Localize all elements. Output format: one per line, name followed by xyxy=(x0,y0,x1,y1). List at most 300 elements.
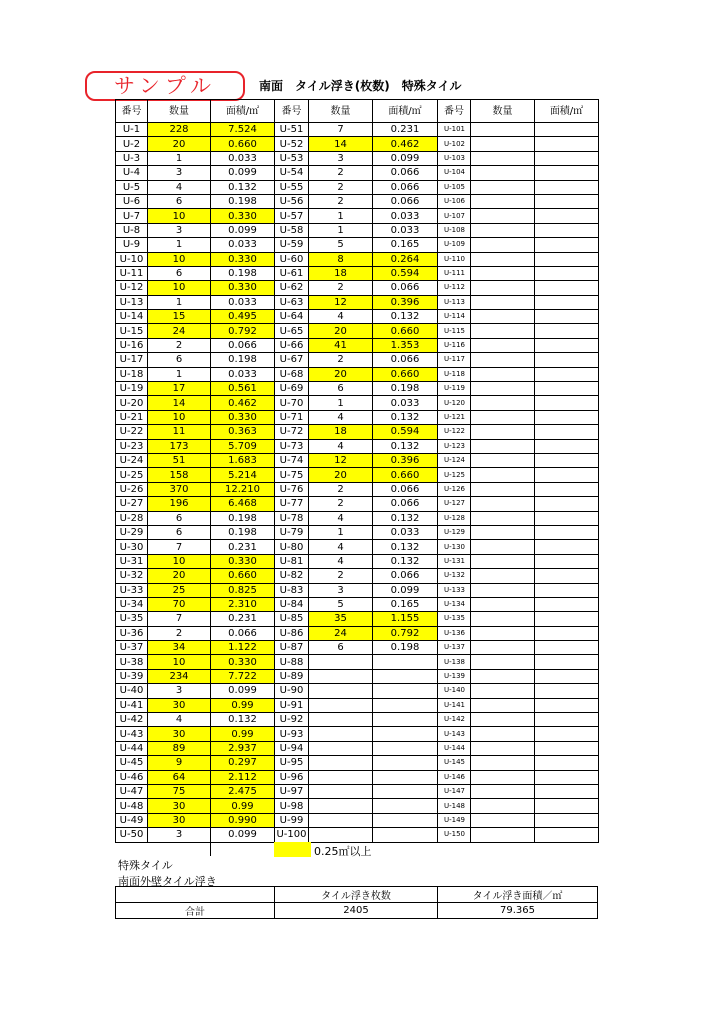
header-count-2: 数量 xyxy=(309,100,373,123)
row-area: 0.990 xyxy=(211,813,275,827)
row-area: 0.561 xyxy=(211,382,275,396)
row-area xyxy=(373,784,438,798)
row-id: U-131 xyxy=(438,554,471,568)
table-row xyxy=(116,511,599,525)
row-count: 4 xyxy=(309,540,373,554)
row-count: 41 xyxy=(309,338,373,352)
row-id: U-16 xyxy=(116,338,148,352)
row-id: U-107 xyxy=(438,209,471,223)
table-row xyxy=(116,813,599,827)
row-id: U-111 xyxy=(438,266,471,280)
row-count: 1 xyxy=(309,209,373,223)
row-count xyxy=(471,525,535,539)
row-count: 1 xyxy=(309,396,373,410)
header-area-1: 面積/㎡ xyxy=(211,100,275,123)
row-count: 1 xyxy=(148,295,211,309)
row-area xyxy=(535,281,599,295)
row-count: 24 xyxy=(148,324,211,338)
row-area: 0.198 xyxy=(211,266,275,280)
row-area xyxy=(535,741,599,755)
row-count xyxy=(309,828,373,842)
row-id: U-18 xyxy=(116,367,148,381)
row-area: 2.475 xyxy=(211,784,275,798)
table-row xyxy=(116,223,599,237)
row-id: U-44 xyxy=(116,741,148,755)
row-id: U-88 xyxy=(275,655,309,669)
row-count xyxy=(471,511,535,525)
row-id: U-91 xyxy=(275,698,309,712)
row-count: 6 xyxy=(309,641,373,655)
table-row xyxy=(116,238,599,252)
row-count: 20 xyxy=(309,468,373,482)
row-id: U-143 xyxy=(438,727,471,741)
table-row xyxy=(116,669,599,683)
table-row xyxy=(116,453,599,467)
summary-count-header: タイル浮き枚数 xyxy=(275,887,438,903)
row-id: U-78 xyxy=(275,511,309,525)
row-id: U-146 xyxy=(438,770,471,784)
row-count xyxy=(471,813,535,827)
row-count xyxy=(471,554,535,568)
row-area: 0.99 xyxy=(211,727,275,741)
row-count: 20 xyxy=(148,137,211,151)
table-row xyxy=(116,295,599,309)
row-id: U-17 xyxy=(116,353,148,367)
row-id: U-15 xyxy=(116,324,148,338)
row-id: U-120 xyxy=(438,396,471,410)
row-id: U-23 xyxy=(116,439,148,453)
row-count: 1 xyxy=(148,238,211,252)
row-area: 0.198 xyxy=(211,353,275,367)
row-area xyxy=(535,453,599,467)
row-count: 34 xyxy=(148,641,211,655)
row-area: 0.132 xyxy=(373,310,438,324)
table-row xyxy=(116,166,599,180)
row-id: U-74 xyxy=(275,453,309,467)
row-id: U-105 xyxy=(438,180,471,194)
row-count xyxy=(471,770,535,784)
row-area xyxy=(535,784,599,798)
row-area: 7.524 xyxy=(211,123,275,137)
row-id: U-59 xyxy=(275,238,309,252)
row-count xyxy=(471,252,535,266)
row-area: 0.033 xyxy=(373,209,438,223)
row-count xyxy=(471,353,535,367)
row-id: U-127 xyxy=(438,497,471,511)
row-area xyxy=(535,713,599,727)
row-area xyxy=(535,612,599,626)
row-count xyxy=(471,223,535,237)
row-area: 0.033 xyxy=(211,367,275,381)
row-id: U-136 xyxy=(438,626,471,640)
row-area xyxy=(535,137,599,151)
row-area: 0.066 xyxy=(211,338,275,352)
row-area xyxy=(535,756,599,770)
row-id: U-87 xyxy=(275,641,309,655)
row-area: 0.99 xyxy=(211,698,275,712)
row-id: U-137 xyxy=(438,641,471,655)
row-id: U-114 xyxy=(438,310,471,324)
row-area xyxy=(535,525,599,539)
table-row xyxy=(116,123,599,137)
row-area: 0.462 xyxy=(373,137,438,151)
row-count: 30 xyxy=(148,813,211,827)
row-count: 15 xyxy=(148,310,211,324)
row-area: 0.066 xyxy=(211,626,275,640)
note-south-wall: 南面外壁タイル浮き xyxy=(118,875,217,888)
row-id: U-68 xyxy=(275,367,309,381)
row-count: 17 xyxy=(148,382,211,396)
note-special-tile: 特殊タイル xyxy=(118,859,173,872)
row-id: U-102 xyxy=(438,137,471,151)
row-area: 0.264 xyxy=(373,252,438,266)
row-count: 3 xyxy=(309,583,373,597)
row-id: U-8 xyxy=(116,223,148,237)
row-count: 5 xyxy=(309,238,373,252)
row-count: 10 xyxy=(148,554,211,568)
row-count: 3 xyxy=(148,223,211,237)
row-id: U-125 xyxy=(438,468,471,482)
header-area-2: 面積/㎡ xyxy=(373,100,438,123)
row-id: U-140 xyxy=(438,684,471,698)
row-area xyxy=(535,655,599,669)
row-count xyxy=(471,439,535,453)
row-area: 0.132 xyxy=(373,439,438,453)
row-id: U-30 xyxy=(116,540,148,554)
row-id: U-149 xyxy=(438,813,471,827)
row-count: 2 xyxy=(309,281,373,295)
row-area: 0.231 xyxy=(211,540,275,554)
row-count: 25 xyxy=(148,583,211,597)
row-id: U-85 xyxy=(275,612,309,626)
row-area xyxy=(535,597,599,611)
row-count xyxy=(471,641,535,655)
row-count: 4 xyxy=(309,310,373,324)
row-count xyxy=(471,295,535,309)
summary-blank xyxy=(116,887,275,903)
row-area: 1.122 xyxy=(211,641,275,655)
row-area: 0.495 xyxy=(211,310,275,324)
table-row xyxy=(116,569,599,583)
row-area xyxy=(535,123,599,137)
row-id: U-41 xyxy=(116,698,148,712)
row-area xyxy=(535,497,599,511)
row-area xyxy=(535,540,599,554)
row-area: 0.198 xyxy=(373,382,438,396)
row-area xyxy=(535,180,599,194)
row-count xyxy=(471,453,535,467)
row-id: U-132 xyxy=(438,569,471,583)
header-id-1: 番号 xyxy=(116,100,148,123)
row-id: U-86 xyxy=(275,626,309,640)
row-area: 0.99 xyxy=(211,799,275,813)
row-count: 4 xyxy=(309,410,373,424)
row-area: 0.198 xyxy=(211,511,275,525)
row-area: 5.214 xyxy=(211,468,275,482)
row-count: 20 xyxy=(148,569,211,583)
row-id: U-95 xyxy=(275,756,309,770)
table-row xyxy=(116,698,599,712)
row-area xyxy=(535,684,599,698)
row-id: U-84 xyxy=(275,597,309,611)
row-area xyxy=(535,209,599,223)
row-count: 30 xyxy=(148,698,211,712)
row-count: 4 xyxy=(148,180,211,194)
row-id: U-60 xyxy=(275,252,309,266)
header-count-3: 数量 xyxy=(471,100,535,123)
row-count xyxy=(471,238,535,252)
row-count xyxy=(471,727,535,741)
row-area xyxy=(535,425,599,439)
row-count: 234 xyxy=(148,669,211,683)
row-area xyxy=(535,324,599,338)
row-count: 6 xyxy=(148,525,211,539)
row-area xyxy=(535,223,599,237)
row-area: 0.165 xyxy=(373,597,438,611)
row-id: U-122 xyxy=(438,425,471,439)
row-count xyxy=(471,626,535,640)
row-count xyxy=(471,367,535,381)
row-count: 51 xyxy=(148,453,211,467)
row-area xyxy=(535,626,599,640)
row-area: 0.792 xyxy=(373,626,438,640)
row-count xyxy=(471,698,535,712)
highlight-legend-swatch xyxy=(274,842,311,857)
table-row xyxy=(116,713,599,727)
row-id: U-130 xyxy=(438,540,471,554)
row-id: U-25 xyxy=(116,468,148,482)
row-area: 7.722 xyxy=(211,669,275,683)
row-count xyxy=(471,468,535,482)
table-row xyxy=(116,727,599,741)
row-area: 0.099 xyxy=(211,166,275,180)
row-count: 10 xyxy=(148,209,211,223)
row-area xyxy=(373,770,438,784)
row-area xyxy=(535,353,599,367)
row-area xyxy=(535,252,599,266)
row-area: 0.396 xyxy=(373,295,438,309)
row-id: U-11 xyxy=(116,266,148,280)
row-count xyxy=(309,770,373,784)
row-id: U-24 xyxy=(116,453,148,467)
row-area: 2.112 xyxy=(211,770,275,784)
table-row xyxy=(116,612,599,626)
row-count xyxy=(471,180,535,194)
row-id: U-3 xyxy=(116,151,148,165)
row-id: U-76 xyxy=(275,482,309,496)
row-count xyxy=(471,684,535,698)
row-id: U-58 xyxy=(275,223,309,237)
row-id: U-14 xyxy=(116,310,148,324)
table-row xyxy=(116,281,599,295)
row-id: U-79 xyxy=(275,525,309,539)
row-count xyxy=(471,784,535,798)
row-count: 35 xyxy=(309,612,373,626)
row-area xyxy=(535,727,599,741)
row-id: U-63 xyxy=(275,295,309,309)
table-row xyxy=(116,137,599,151)
row-id: U-45 xyxy=(116,756,148,770)
row-count: 2 xyxy=(309,166,373,180)
row-area: 0.132 xyxy=(373,540,438,554)
row-area: 0.033 xyxy=(211,238,275,252)
row-id: U-89 xyxy=(275,669,309,683)
row-count: 10 xyxy=(148,410,211,424)
row-area: 2.937 xyxy=(211,741,275,755)
row-area: 0.330 xyxy=(211,554,275,568)
row-count: 4 xyxy=(148,713,211,727)
row-count xyxy=(309,713,373,727)
row-area xyxy=(535,410,599,424)
row-area xyxy=(535,511,599,525)
row-count xyxy=(471,597,535,611)
row-area xyxy=(535,770,599,784)
row-area: 0.132 xyxy=(373,410,438,424)
row-area xyxy=(535,151,599,165)
row-area: 12.210 xyxy=(211,482,275,496)
row-area: 0.660 xyxy=(373,324,438,338)
row-count xyxy=(471,425,535,439)
table-row xyxy=(116,324,599,338)
row-id: U-129 xyxy=(438,525,471,539)
row-count xyxy=(471,209,535,223)
row-id: U-100 xyxy=(276,829,307,841)
row-area: 0.462 xyxy=(211,396,275,410)
row-count: 8 xyxy=(309,252,373,266)
table-row xyxy=(116,194,599,208)
row-id: U-5 xyxy=(116,180,148,194)
row-area: 0.363 xyxy=(211,425,275,439)
row-area: 0.132 xyxy=(373,511,438,525)
row-area: 0.198 xyxy=(211,194,275,208)
row-count: 6 xyxy=(309,382,373,396)
row-area: 0.033 xyxy=(373,525,438,539)
row-count: 12 xyxy=(309,453,373,467)
row-count xyxy=(471,828,535,842)
row-area: 0.231 xyxy=(373,123,438,137)
row-count: 3 xyxy=(148,166,211,180)
row-area: 0.066 xyxy=(373,482,438,496)
summary-area-header: タイル浮き面積／㎡ xyxy=(438,887,598,903)
row-id: U-55 xyxy=(275,180,309,194)
row-id: U-110 xyxy=(438,252,471,266)
table-row xyxy=(116,353,599,367)
row-area xyxy=(373,655,438,669)
row-area xyxy=(535,166,599,180)
row-count xyxy=(471,338,535,352)
row-id: U-104 xyxy=(438,166,471,180)
row-id: U-61 xyxy=(275,266,309,280)
row-area: 2.310 xyxy=(211,597,275,611)
row-id: U-94 xyxy=(275,741,309,755)
row-area xyxy=(535,310,599,324)
row-id: U-77 xyxy=(275,497,309,511)
table-row xyxy=(116,655,599,669)
row-id: U-90 xyxy=(275,684,309,698)
row-count: 6 xyxy=(148,353,211,367)
row-id: U-118 xyxy=(438,367,471,381)
row-count xyxy=(471,540,535,554)
row-area: 0.660 xyxy=(211,569,275,583)
row-id: U-7 xyxy=(116,209,148,223)
table-row xyxy=(116,410,599,424)
tile-table xyxy=(115,99,599,843)
table-row xyxy=(116,525,599,539)
row-id: U-52 xyxy=(275,137,309,151)
table-row xyxy=(116,482,599,496)
row-area xyxy=(535,698,599,712)
row-area: 0.099 xyxy=(373,151,438,165)
row-area: 0.099 xyxy=(373,583,438,597)
row-id: U-37 xyxy=(116,641,148,655)
row-count: 1 xyxy=(148,151,211,165)
row-id: U-34 xyxy=(116,597,148,611)
row-id: U-145 xyxy=(438,756,471,770)
table-row xyxy=(116,367,599,381)
row-area xyxy=(535,813,599,827)
row-id: U-101 xyxy=(438,123,471,137)
row-id: U-133 xyxy=(438,583,471,597)
row-count: 173 xyxy=(148,439,211,453)
row-count: 2 xyxy=(148,338,211,352)
row-area xyxy=(535,799,599,813)
row-count xyxy=(309,684,373,698)
row-count: 196 xyxy=(148,497,211,511)
row-count: 18 xyxy=(309,425,373,439)
row-id: U-21 xyxy=(116,410,148,424)
row-id: U-6 xyxy=(116,194,148,208)
row-count: 7 xyxy=(148,540,211,554)
table-row xyxy=(116,439,599,453)
row-area: 0.033 xyxy=(373,223,438,237)
row-count: 10 xyxy=(148,252,211,266)
row-area: 0.099 xyxy=(211,223,275,237)
row-area: 0.330 xyxy=(211,252,275,266)
row-area: 0.066 xyxy=(373,166,438,180)
row-id: U-148 xyxy=(438,799,471,813)
row-count xyxy=(471,497,535,511)
row-id: U-48 xyxy=(116,799,148,813)
row-count: 2 xyxy=(309,482,373,496)
row-area xyxy=(373,813,438,827)
row-count xyxy=(471,583,535,597)
row-id: U-31 xyxy=(116,554,148,568)
row-area xyxy=(535,396,599,410)
row-count: 10 xyxy=(148,655,211,669)
row-id: U-4 xyxy=(116,166,148,180)
row-count xyxy=(471,194,535,208)
row-id: U-27 xyxy=(116,497,148,511)
row-id: U-33 xyxy=(116,583,148,597)
row-id: U-106 xyxy=(438,194,471,208)
row-area: 1.683 xyxy=(211,453,275,467)
row-id: U-103 xyxy=(438,151,471,165)
header-id-2: 番号 xyxy=(275,100,309,123)
row-area xyxy=(373,828,438,842)
row-id: U-46 xyxy=(116,770,148,784)
row-area: 0.792 xyxy=(211,324,275,338)
row-area xyxy=(373,669,438,683)
row-count xyxy=(309,698,373,712)
row-area xyxy=(535,367,599,381)
row-id: U-75 xyxy=(275,468,309,482)
row-count xyxy=(309,727,373,741)
row-count: 5 xyxy=(309,597,373,611)
row-count xyxy=(471,569,535,583)
row-area xyxy=(535,338,599,352)
row-count: 30 xyxy=(148,727,211,741)
row-count xyxy=(471,382,535,396)
